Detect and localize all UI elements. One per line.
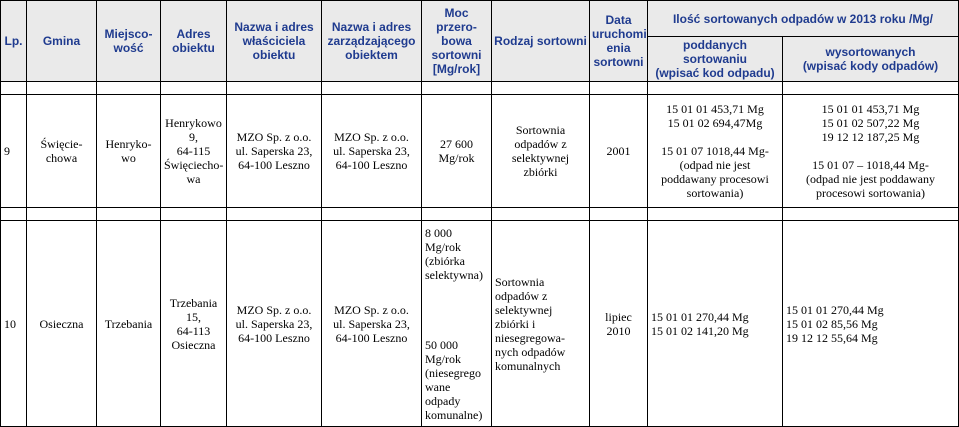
cell-rodzaj: Sortownia odpadów z selektywnej zbiórki (492, 95, 590, 208)
header-wysortowanych: wysortowanych (wpisać kody odpadów) (783, 37, 959, 82)
header-row-1 (1, 1, 959, 37)
cell-poddanych: 15 01 01 270,44 Mg 15 01 02 141,20 Mg (648, 221, 783, 427)
cell-data: 2001 (590, 95, 648, 208)
cell-miejscowosc: Trzebania (97, 221, 161, 427)
cell-wysortowanych: 15 01 01 270,44 Mg 15 01 02 85,56 Mg 19 12 12 55,64 Mg (783, 221, 959, 427)
header-miejscowosc: Miejsco- wość (97, 1, 161, 82)
cell-adres: Trzebania 15, 64-113 Osieczna (161, 221, 227, 427)
header-ilosc: Ilość sortowanych odpadów w 2013 roku /Mg/ (648, 1, 959, 37)
header-gmina: Gmina (27, 1, 97, 82)
cell-lp: 10 (1, 221, 27, 427)
cell-wlasciciel: MZO Sp. z o.o. ul. Saperska 23, 64-100 Leszno (227, 95, 322, 208)
header-data: Data uruchomi enia sortowni (590, 1, 648, 82)
cell-gmina: Osieczna (27, 221, 97, 427)
cell-wlasciciel: MZO Sp. z o.o. ul. Saperska 23, 64-100 Leszno (227, 221, 322, 427)
cell-poddanych: 15 01 01 453,71 Mg 15 01 02 694,47Mg 15 01 07 1018,44 Mg- (odpad nie jest poddawany procesowi sortowania) (648, 95, 783, 208)
cell-gmina: Święcie- chowa (27, 95, 97, 208)
table-row (1, 221, 959, 427)
cell-lp: 9 (1, 95, 27, 208)
cell-miejscowosc: Henryko-wo (97, 95, 161, 208)
cell-rodzaj: Sortownia odpadów z selektywnej zbiórki i niesegregowa- nych odpadów komunalnych (492, 221, 590, 427)
cell-moc: 27 600 Mg/rok (422, 95, 492, 208)
cell-wysortowanych: 15 01 01 453,71 Mg 15 01 02 507,22 Mg 19 12 12 187,25 Mg 15 01 07 – 1018,44 Mg- (odpad nie jest poddawany procesowi sortowania) (783, 95, 959, 208)
spacer-row (1, 82, 959, 95)
spacer-row (1, 208, 959, 221)
cell-data: lipiec 2010 (590, 221, 648, 427)
header-adres: Adres obiektu (161, 1, 227, 82)
header-rodzaj: Rodzaj sortowni (492, 1, 590, 82)
header-lp: Lp. (1, 1, 27, 82)
cell-zarzadzajacy: MZO Sp. z o.o. ul. Saperska 23, 64-100 Leszno (322, 95, 422, 208)
cell-moc: 8 000 Mg/rok (zbiórka selektywna) 50 000 Mg/rok (niesegrego wane odpady komunalne) (422, 221, 492, 427)
cell-adres: Henrykowo 9, 64-115 Święciecho- wa (161, 95, 227, 208)
table-row (1, 95, 959, 208)
header-zarzadzajacy: Nazwa i adres zarządzającego obiektem (322, 1, 422, 82)
cell-zarzadzajacy: MZO Sp. z o.o. ul. Saperska 23, 64-100 Leszno (322, 221, 422, 427)
header-wlasciciel: Nazwa i adres właściciela obiektu (227, 1, 322, 82)
header-poddanych: poddanych sortowaniu (wpisać kod odpadu) (648, 37, 783, 82)
header-moc: Moc przero- bowa sortowni [Mg/rok] (422, 1, 492, 82)
